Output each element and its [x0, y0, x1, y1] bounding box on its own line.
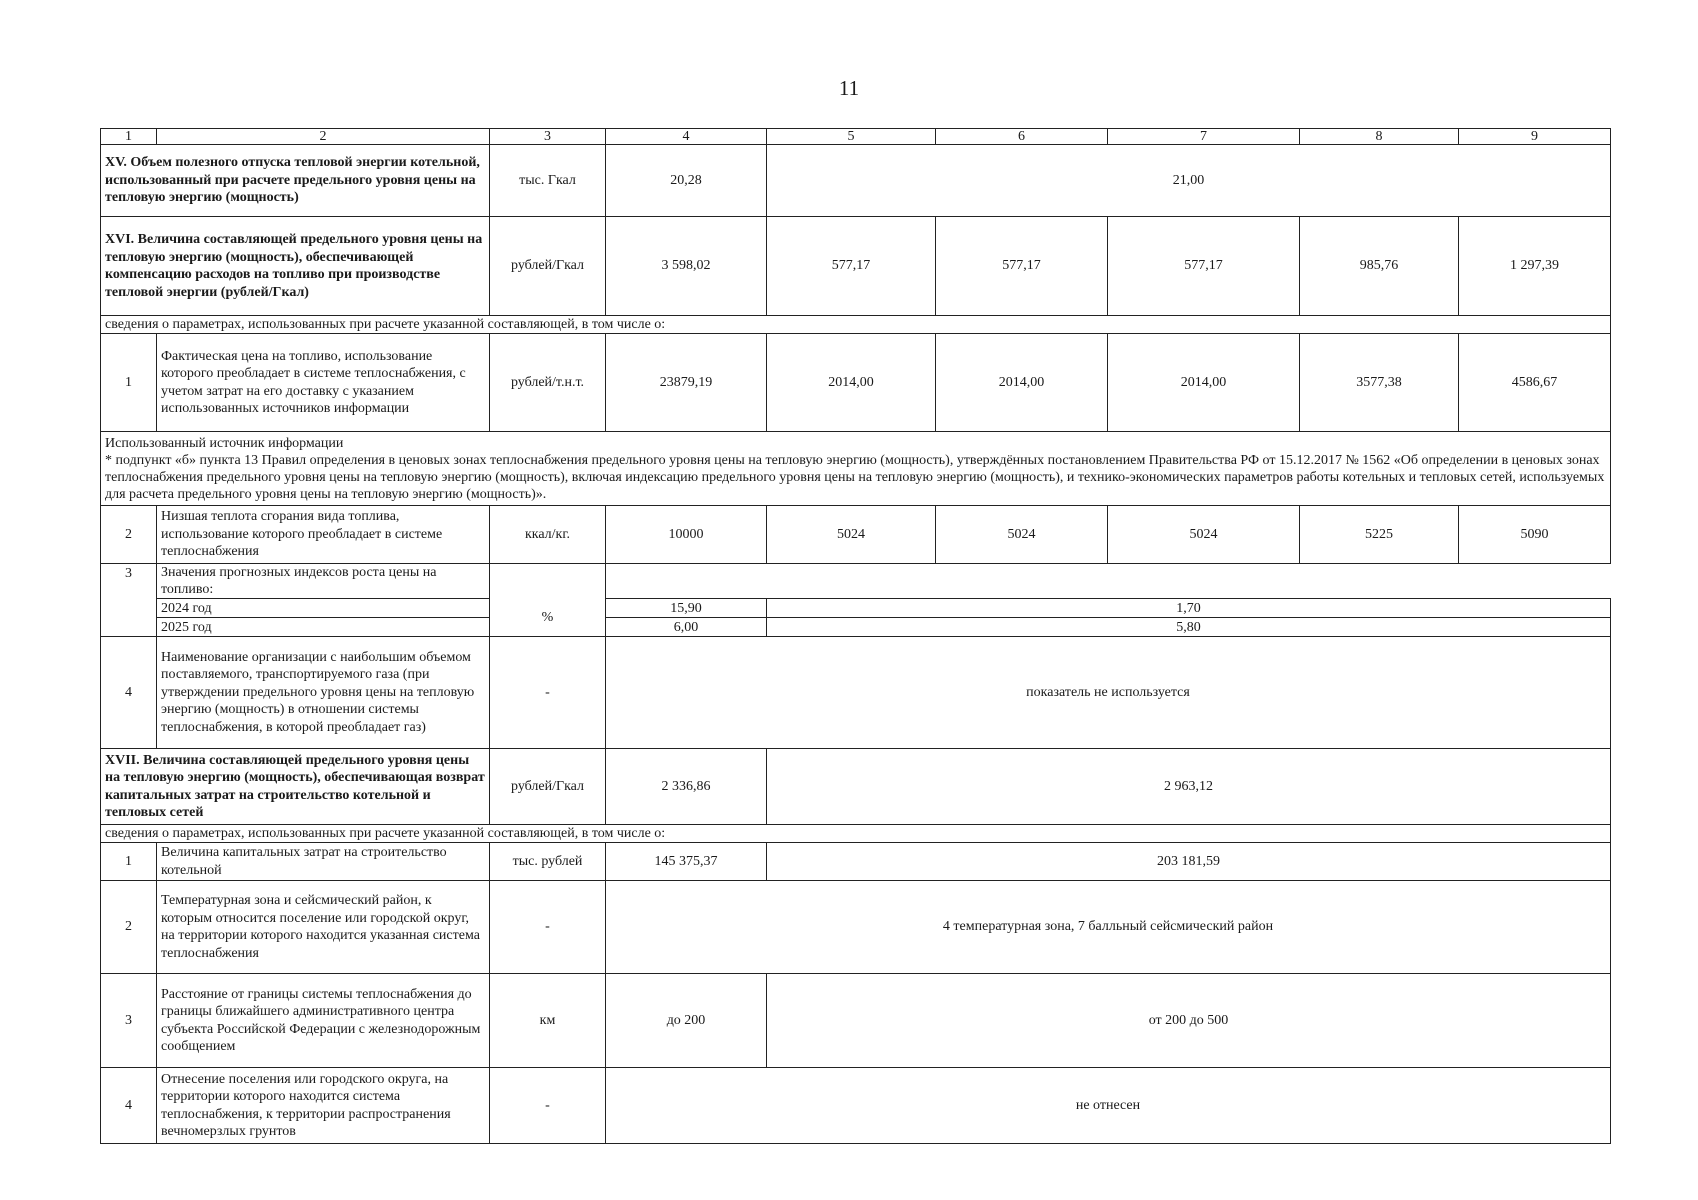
price-index-row — [101, 564, 1611, 599]
year-2025-value-rest: 5,80 — [767, 618, 1611, 637]
permafrost-value: не отнесен — [606, 1068, 1611, 1144]
header-col-1: 1 — [101, 129, 157, 145]
calorific-value: 5024 — [1108, 506, 1300, 564]
gas-organization-unit: - — [490, 637, 606, 749]
calorific-value-unit: ккал/кг. — [490, 506, 606, 564]
section-xvi-title: XVI. Величина составляющей предельного уровня цены на тепловую энергию (мощность), обеспечивающей компенсацию расходов на топливо при производстве тепловой энергии (рублей/Гкал) — [101, 217, 490, 316]
distance-label: Расстояние от границы системы теплоснабжения до границы ближайшего административного центра субъекта Российской Федерации с железнодорожным сообщением — [157, 974, 490, 1068]
row-number: 3 — [101, 564, 157, 637]
row-number: 3 — [101, 974, 157, 1068]
temperature-zone-value: 4 температурная зона, 7 балльный сейсмический район — [606, 881, 1611, 974]
year-2024-value-rest: 1,70 — [767, 599, 1611, 618]
section-xvi-value: 577,17 — [1108, 217, 1300, 316]
header-col-6: 6 — [936, 129, 1108, 145]
section-xvii-title: XVII. Величина составляющей предельного уровня цены на тепловую энергию (мощность), обеспечивающая возврат капитальных затрат на строительство котельной и тепловых сетей — [101, 749, 490, 825]
row-number: 4 — [101, 637, 157, 749]
price-index-2024-row — [101, 599, 1611, 618]
price-index-label: Значения прогнозных индексов роста цены на топливо: — [157, 564, 490, 599]
row-number: 2 — [101, 881, 157, 974]
section-xvi-value: 577,17 — [936, 217, 1108, 316]
row-number: 1 — [101, 843, 157, 881]
price-index-2025-row — [101, 618, 1611, 637]
empty-cell — [606, 564, 1611, 599]
capital-costs-label: Величина капитальных затрат на строительство котельной — [157, 843, 490, 881]
header-col-8: 8 — [1300, 129, 1459, 145]
empty-cell — [490, 564, 606, 599]
fuel-price-row — [101, 334, 1611, 432]
gas-organization-label: Наименование организации с наибольшим объемом поставляемого, транспортируемого газа (при утверждении предельного уровня цены на тепловую энергию (мощность) в отношении системы теплоснабжения, в которой преобладает газ) — [157, 637, 490, 749]
distance-row — [101, 974, 1611, 1068]
permafrost-row — [101, 1068, 1611, 1144]
header-col-9: 9 — [1459, 129, 1611, 145]
header-col-7: 7 — [1108, 129, 1300, 145]
calorific-value: 5024 — [767, 506, 936, 564]
distance-value-col4: до 200 — [606, 974, 767, 1068]
calorific-value: 5225 — [1300, 506, 1459, 564]
fuel-price-value: 2014,00 — [936, 334, 1108, 432]
section-xvi-row — [101, 217, 1611, 316]
section-xvii-info-text: сведения о параметрах, использованных при расчете указанной составляющей, в том числе о: — [101, 825, 1611, 843]
section-xv-row — [101, 145, 1611, 217]
fuel-price-unit: рублей/т.н.т. — [490, 334, 606, 432]
header-col-2: 2 — [157, 129, 490, 145]
section-xvi-value: 577,17 — [767, 217, 936, 316]
calorific-value: 5024 — [936, 506, 1108, 564]
page-number: 11 — [838, 76, 860, 100]
distance-unit: км — [490, 974, 606, 1068]
calorific-value: 10000 — [606, 506, 767, 564]
section-xvii-unit: рублей/Гкал — [490, 749, 606, 825]
header-col-5: 5 — [767, 129, 936, 145]
section-xv-title: XV. Объем полезного отпуска тепловой энергии котельной, использованный при расчете предельного уровня цены на тепловую энергию (мощность) — [101, 145, 490, 217]
row-number: 2 — [101, 506, 157, 564]
calorific-value-label: Низшая теплота сгорания вида топлива, использование которого преобладает в системе теплоснабжения — [157, 506, 490, 564]
fuel-price-value: 23879,19 — [606, 334, 767, 432]
capital-costs-row — [101, 843, 1611, 881]
gas-organization-value: показатель не используется — [606, 637, 1611, 749]
section-xv-unit: тыс. Гкал — [490, 145, 606, 217]
source-title: Использованный источник информации — [105, 435, 344, 451]
capital-costs-value-col4: 145 375,37 — [606, 843, 767, 881]
tariff-table — [100, 128, 1611, 1144]
section-xvii-value-col4: 2 336,86 — [606, 749, 767, 825]
section-xvi-value: 3 598,02 — [606, 217, 767, 316]
fuel-price-value: 4586,67 — [1459, 334, 1611, 432]
calorific-value-row — [101, 506, 1611, 564]
permafrost-label: Отнесение поселения или городского округа, на территории которого находится система теплоснабжения, к территории распространения вечномерзлых грунтов — [157, 1068, 490, 1144]
section-xvi-info-text: сведения о параметрах, использованных при расчете указанной составляющей, в том числе о: — [101, 316, 1611, 334]
section-xvi-value: 1 297,39 — [1459, 217, 1611, 316]
section-xvii-value-rest: 2 963,12 — [767, 749, 1611, 825]
permafrost-unit: - — [490, 1068, 606, 1144]
year-2024-label: 2024 год — [157, 599, 490, 618]
section-xv-value-rest: 21,00 — [767, 145, 1611, 217]
section-xvi-info-row — [101, 316, 1611, 334]
row-number: 1 — [101, 334, 157, 432]
source-row — [101, 432, 1611, 506]
source-cell — [101, 432, 1611, 506]
section-xvi-unit: рублей/Гкал — [490, 217, 606, 316]
fuel-price-label: Фактическая цена на топливо, использование которого преобладает в системе теплоснабжения, с учетом затрат на его доставку с указанием использованных источников информации — [157, 334, 490, 432]
distance-value-rest: от 200 до 500 — [767, 974, 1611, 1068]
year-2025-value-col4: 6,00 — [606, 618, 767, 637]
header-col-4: 4 — [606, 129, 767, 145]
row-number: 4 — [101, 1068, 157, 1144]
fuel-price-value: 2014,00 — [767, 334, 936, 432]
fuel-price-value: 2014,00 — [1108, 334, 1300, 432]
capital-costs-unit: тыс. рублей — [490, 843, 606, 881]
source-text: * подпункт «б» пункта 13 Правил определения в ценовых зонах теплоснабжения предельного уровня цены на тепловую энергию (мощность), утверждённых постановлением Правительства РФ от 15.12.2017 № 1562 «Об определении в ценовых зонах теплоснабжения предельного уровня цены на тепловую энергию (мощность), включая индексацию предельного уровня цены на тепловую энергию (мощность), и технико-экономических параметров работы котельных и тепловых сетей, используемых для расчета предельного уровня цены на тепловую энергию (мощность)». — [105, 452, 1605, 502]
temperature-zone-label: Температурная зона и сейсмический район, к которым относится поселение или городской округ, на территории которого находится указанная система теплоснабжения — [157, 881, 490, 974]
section-xvii-info-row — [101, 825, 1611, 843]
year-2024-value-col4: 15,90 — [606, 599, 767, 618]
fuel-price-value: 3577,38 — [1300, 334, 1459, 432]
capital-costs-value-rest: 203 181,59 — [767, 843, 1611, 881]
temperature-zone-row — [101, 881, 1611, 974]
section-xv-value-col4: 20,28 — [606, 145, 767, 217]
price-index-unit: % — [490, 599, 606, 637]
year-2025-label: 2025 год — [157, 618, 490, 637]
calorific-value: 5090 — [1459, 506, 1611, 564]
header-row — [101, 129, 1611, 145]
section-xvi-value: 985,76 — [1300, 217, 1459, 316]
gas-organization-row — [101, 637, 1611, 749]
header-col-3: 3 — [490, 129, 606, 145]
temperature-zone-unit: - — [490, 881, 606, 974]
section-xvii-row — [101, 749, 1611, 825]
